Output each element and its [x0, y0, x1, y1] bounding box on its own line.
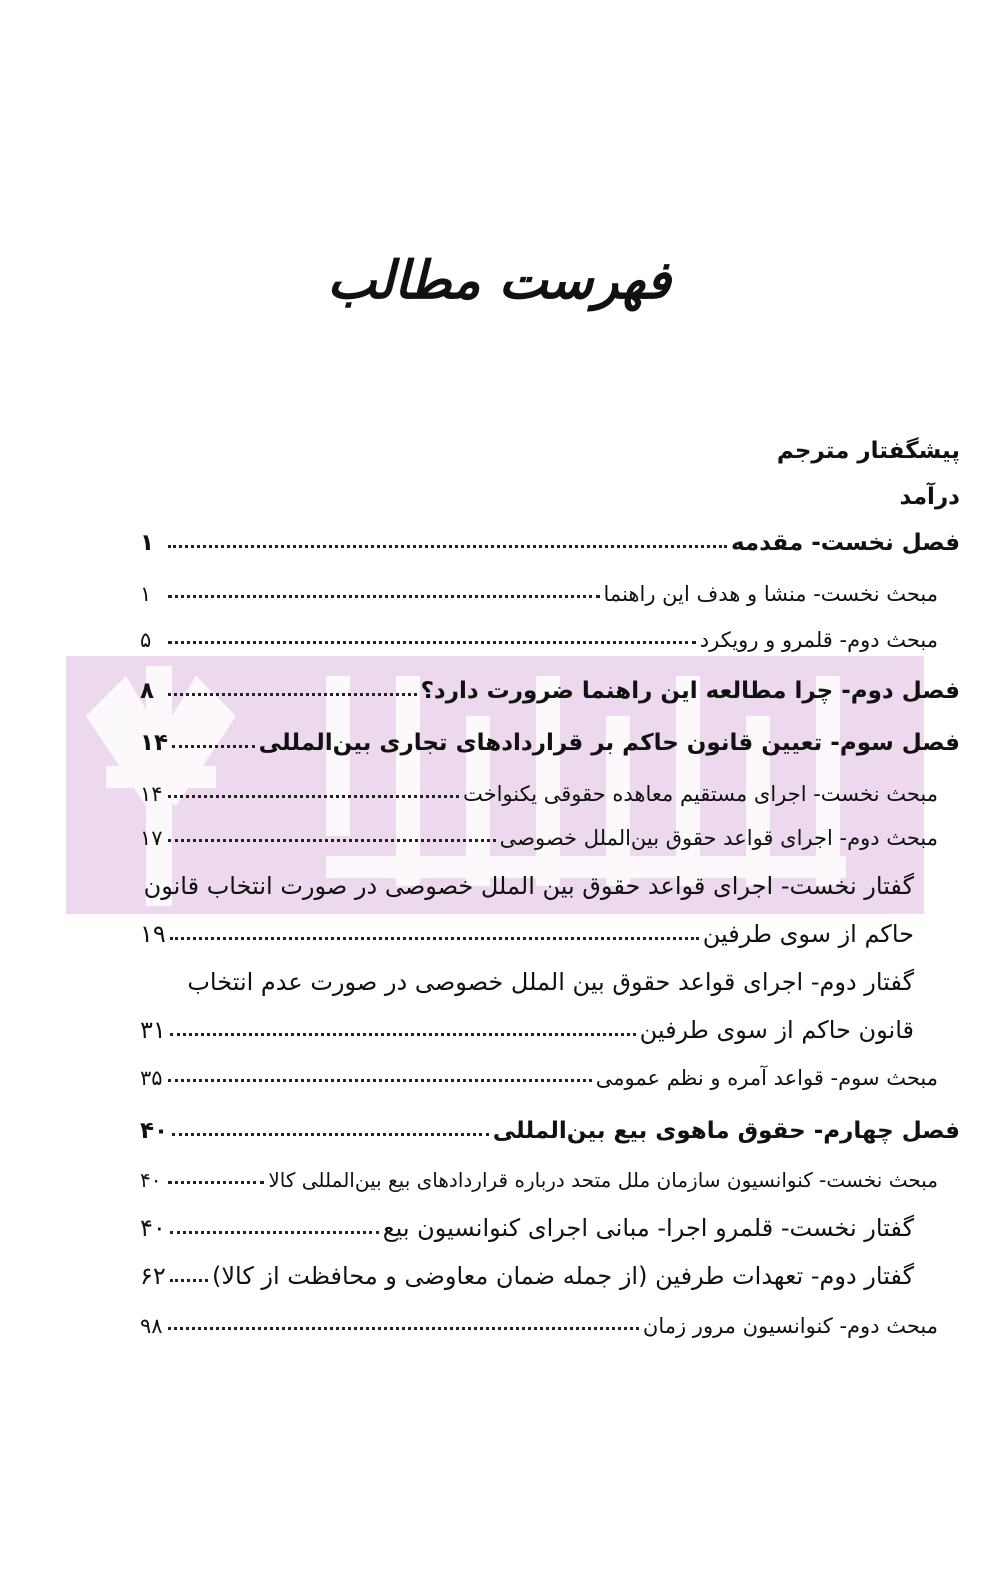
toc-subsection — [140, 1016, 914, 1044]
toc-entry-label: قانون حاکم از سوی طرفین — [639, 1016, 914, 1044]
toc-page-number: ۵ — [140, 628, 152, 652]
toc-intro: درآمد — [899, 484, 960, 510]
toc-entry-label: فصل نخست- مقدمه — [730, 530, 960, 556]
toc-page-number: ۴۰ — [140, 1168, 162, 1192]
leader-dots — [168, 545, 727, 548]
toc-page-number: ۱ — [140, 582, 152, 606]
toc-entry-label: فصل دوم- چرا مطالعه این راهنما ضرورت دارد؟ — [420, 678, 960, 704]
toc-entry-label: مبحث نخست- کنوانسیون سازمان ملل متحد درباره قراردادهای بیع بین‌المللی کالا — [268, 1168, 938, 1192]
leader-dots — [172, 745, 255, 748]
toc-entry-label: مبحث نخست- منشا و هدف این راهنما — [603, 582, 938, 606]
toc-subsection-line: گفتار دوم- اجرای قواعد حقوق بین الملل خصوصی در صورت عدم انتخاب — [187, 968, 914, 996]
toc-chapter-2 — [140, 678, 960, 704]
leader-dots — [168, 693, 417, 696]
toc-page-number: ۱۹ — [140, 920, 166, 948]
toc-page-number: ۱۷ — [140, 826, 163, 850]
toc-page-number: ۱۴ — [140, 782, 163, 806]
toc-section — [140, 1314, 938, 1338]
leader-dots — [170, 1279, 208, 1282]
toc-section — [140, 582, 938, 606]
toc-subsection — [140, 1262, 914, 1290]
leader-dots — [170, 937, 699, 940]
toc-entry-label: مبحث سوم- قواعد آمره و نظم عمومی — [595, 1066, 938, 1090]
toc-page-number: ۳۵ — [140, 1066, 163, 1090]
leader-dots — [168, 839, 496, 842]
page-title: فهرست مطالب — [327, 250, 671, 311]
leader-dots — [168, 595, 600, 598]
toc-entry-label: گفتار دوم- تعهدات طرفین (از جمله ضمان معاوضی و محافظت از کالا) — [211, 1262, 914, 1290]
toc-page-number: ۶۲ — [140, 1262, 166, 1290]
toc-page-number: ۹۸ — [140, 1314, 163, 1338]
toc-preface: پیشگفتار مترجم — [776, 438, 960, 464]
toc-section — [140, 628, 938, 652]
toc-entry-label: مبحث دوم- کنوانسیون مرور زمان — [642, 1314, 938, 1338]
toc-page-number: ۱ — [140, 530, 155, 556]
leader-dots — [168, 641, 696, 644]
toc-chapter-4 — [140, 1118, 960, 1144]
toc-page-number: ۴۰ — [140, 1214, 166, 1242]
toc-entry-label: مبحث دوم- اجرای قواعد حقوق بین‌الملل خصوصی — [499, 826, 938, 850]
leader-dots — [170, 1231, 379, 1234]
toc-chapter-3 — [140, 730, 960, 756]
toc-subsection — [140, 1214, 914, 1242]
toc-section — [140, 782, 938, 806]
toc-subsection-line: گفتار نخست- اجرای قواعد حقوق بین الملل خصوصی در صورت انتخاب قانون — [143, 872, 914, 900]
toc-section — [140, 1168, 938, 1192]
leader-dots — [170, 1033, 636, 1036]
toc-page-number: ۳۱ — [140, 1016, 166, 1044]
leader-dots — [172, 1133, 489, 1136]
leader-dots — [168, 795, 459, 798]
toc-page-number: ۱۴ — [140, 730, 169, 756]
toc-entry-label: فصل چهارم- حقوق ماهوی بیع بین‌المللی — [492, 1118, 960, 1144]
toc-entry-label: حاکم از سوی طرفین — [702, 920, 914, 948]
leader-dots — [168, 1079, 592, 1082]
toc-chapter-1 — [140, 530, 960, 556]
toc-page-number: ۸ — [140, 678, 155, 704]
toc-entry-label: مبحث نخست- اجرای مستقیم معاهده حقوقی یکنواخت — [462, 782, 938, 806]
toc-entry-label: گفتار نخست- قلمرو اجرا- مبانی اجرای کنوانسیون بیع — [382, 1214, 914, 1242]
leader-dots — [168, 1327, 639, 1330]
toc-section — [140, 826, 938, 850]
toc-page-number: ۴۰ — [140, 1118, 169, 1144]
toc-subsection — [140, 920, 914, 948]
leader-dots — [168, 1181, 264, 1184]
toc-section — [140, 1066, 938, 1090]
toc-entry-label: مبحث دوم- قلمرو و رویکرد — [699, 628, 938, 652]
toc-entry-label: فصل سوم- تعیین قانون حاکم بر قراردادهای تجاری بین‌المللی — [258, 730, 960, 756]
